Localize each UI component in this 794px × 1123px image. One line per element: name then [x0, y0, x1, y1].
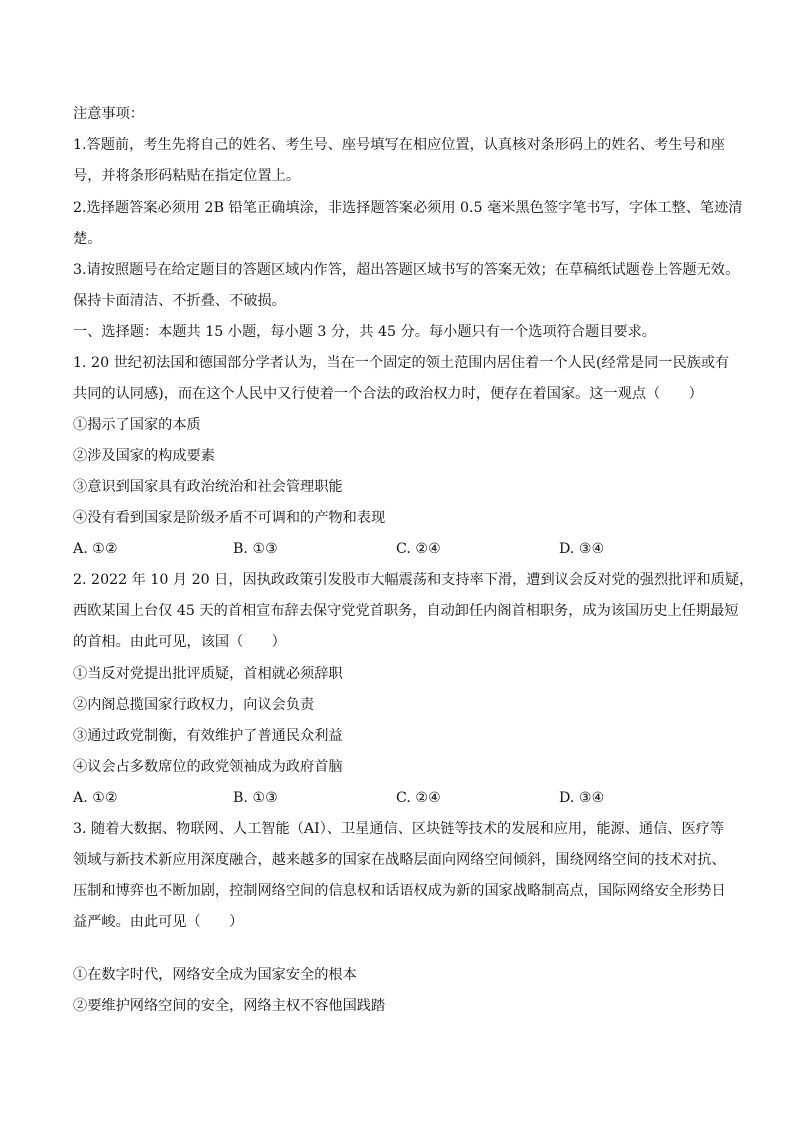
q1-statement-4: ④没有看到国家是阶级矛盾不可调和的产物和表现 — [73, 510, 386, 526]
q3-stem-line-1: 3. 随着大数据、物联网、人工智能（AI）、卫星通信、区块链等技术的发展和应用，能源、通信、医疗等 — [73, 821, 725, 837]
notes-title: 注意事项： — [73, 106, 144, 122]
q2-stem-line-2: 西欧某国上台仅 45 天的首相宣布辞去保守党党首职务，自动卸任内阁首相职务，成为该国历史上任期最短 — [73, 603, 739, 619]
q2-statement-1: ①当反对党提出批评质疑，首相就必须辞职 — [73, 666, 343, 682]
q1-statement-1: ①揭示了国家的本质 — [73, 417, 201, 433]
q3-statement-2: ②要维护网络空间的安全，网络主权不容他国践踏 — [73, 998, 386, 1014]
q2-statement-2: ②内阁总揽国家行政权力，向议会负责 — [73, 697, 315, 713]
q3-statement-1: ①在数字时代，网络安全成为国家安全的根本 — [73, 967, 357, 983]
q1-option-d: D. ③④ — [559, 541, 605, 557]
note-2-line-1: 2.选择题答案必须用 2B 铅笔正确填涂，非选择题答案必须用 0.5 毫米黑色签字笔书写，字体工整、笔迹清 — [73, 200, 743, 216]
q3-stem-line-2: 领域与新技术新应用深度融合，越来越多的国家在战略层面向网络空间倾斜，围绕网络空间的技术对抗、 — [73, 852, 726, 868]
q1-statement-3: ③意识到国家具有政治统治和社会管理职能 — [73, 479, 343, 495]
q2-stem-line-1: 2. 2022 年 10 月 20 日，因执政政策引发股市大幅震荡和支持率下滑，遭到议会反对党的强烈批评和质疑， — [73, 572, 754, 588]
section-heading: 一、选择题：本题共 15 小题，每小题 3 分，共 45 分。每小题只有一个选项符合题目要求。 — [73, 324, 656, 340]
q2-option-c: C. ②④ — [396, 790, 441, 806]
q3-stem-line-3: 压制和博弈也不断加剧，控制网络空间的信息权和话语权成为新的国家战略制高点，国际网络安全形势日 — [73, 883, 726, 899]
q1-stem-line-2: 共同的认同感)，而在这个人民中又行使着一个合法的政治权力时，便存在着国家。这一观点（ ） — [73, 386, 703, 402]
note-3-line-1: 3.请按照题号在给定题目的答题区域内作答，超出答题区域书写的答案无效；在草稿纸试题卷上答题无效。 — [73, 262, 740, 278]
q1-stem-line-1: 1. 20 世纪初法国和德国部分学者认为，当在一个固定的领土范围内居住着一个人民(经常是同一民族或有 — [73, 355, 730, 371]
q1-statement-2: ②涉及国家的构成要素 — [73, 448, 215, 464]
q1-option-a: A. ①② — [73, 541, 118, 557]
q1-option-c: C. ②④ — [396, 541, 441, 557]
q2-option-b: B. ①③ — [233, 790, 278, 806]
q2-statement-4: ④议会占多数席位的政党领袖成为政府首脑 — [73, 759, 343, 775]
q2-statement-3: ③通过政党制衡，有效维护了普通民众利益 — [73, 728, 343, 744]
q1-option-b: B. ①③ — [233, 541, 278, 557]
note-1-line-2: 号，并将条形码粘贴在指定位置上。 — [73, 168, 301, 184]
note-3-line-2: 保持卡面清洁、不折叠、不破损。 — [73, 293, 286, 309]
q2-option-d: D. ③④ — [559, 790, 605, 806]
q2-option-a: A. ①② — [73, 790, 118, 806]
q2-stem-line-3: 的首相。由此可见，该国（ ） — [73, 634, 286, 650]
q3-stem-line-4: 益严峻。由此可见（ ） — [73, 914, 244, 930]
note-1-line-1: 1.答题前，考生先将自己的姓名、考生号、座号填写在相应位置，认真核对条形码上的姓名、考生号和座 — [73, 137, 725, 153]
note-2-line-2: 楚。 — [73, 231, 102, 247]
